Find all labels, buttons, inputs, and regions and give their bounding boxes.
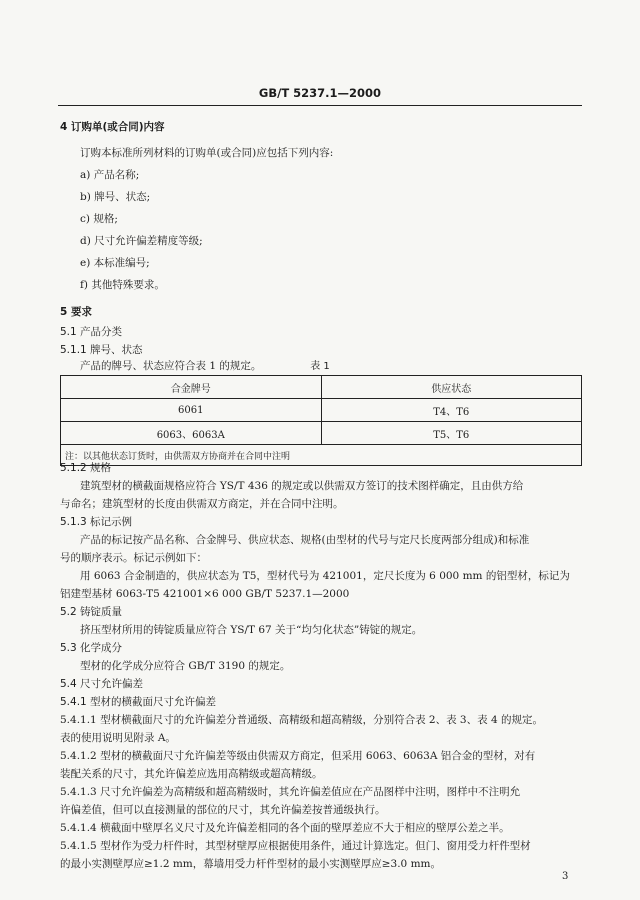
table-header-alloy: 合金牌号 <box>61 376 322 399</box>
section-5-1-3-line-2: 号的顺序表示。标记示例如下： <box>60 552 207 564</box>
clause-5-4-1-2-line-2: 装配关系的尺寸，其允许偏差应选用高精级或超高精级。 <box>60 768 323 780</box>
section-5-1-3-line-3: 用 6063 合金制造的，供应状态为 T5，型材代号为 421001，定尺长度为 6 000 mm 的铝型材，标记为 <box>80 570 570 582</box>
clause-5-4-1-3-line-1: 5.4.1.3 尺寸允许偏差为高精级和超高精级时，其允许偏差值应在产品图样中注明，图样中不注明允 <box>60 786 521 798</box>
table-header-row <box>61 376 582 399</box>
table-header-temper: 供应状态 <box>321 376 582 399</box>
header-rule <box>58 105 582 106</box>
section-5-1-2-line-2: 与命名；建筑型材的长度由供需双方商定，并在合同中注明。 <box>60 498 344 510</box>
section-5-4-1-heading: 5.4.1 型材的横截面尺寸允许偏差 <box>60 696 217 708</box>
section-5-1-3-heading: 5.1.3 标记示例 <box>60 516 133 528</box>
section-5-1-2-line-1: 建筑型材的横截面规格应符合 YS/T 436 的规定或以供需双方签订的技术图样确定，且由供方给 <box>80 480 524 492</box>
section-5-1-3-line-1: 产品的标记按产品名称、合金牌号、供应状态、规格(由型材的代号与定尺长度两部分组成)和标准 <box>80 534 530 546</box>
order-item-a: a) 产品名称; <box>80 169 140 181</box>
order-item-e: e) 本标准编号; <box>80 257 150 269</box>
clause-5-4-1-2-line-1: 5.4.1.2 型材的横截面尺寸允许偏差等级由供需双方商定，但采用 6063、6063A 铝合金的型材，对有 <box>60 750 536 762</box>
table-1-caption: 表 1 <box>310 361 330 372</box>
section-5-heading: 5 要求 <box>60 306 92 318</box>
section-5-1-2-heading: 5.1.2 规格 <box>60 462 112 474</box>
section-5-2-text: 挤压型材所用的铸锭质量应符合 YS/T 67 关于“均匀化状态”铸锭的规定。 <box>80 624 423 636</box>
clause-5-4-1-5-line-2: 的最小实测壁厚应≥1.2 mm，幕墙用受力杆件型材的最小实测壁厚应≥3.0 mm。 <box>60 858 441 870</box>
section-5-4-heading: 5.4 尺寸允许偏差 <box>60 678 144 690</box>
section-5-3-heading: 5.3 化学成分 <box>60 642 123 654</box>
table-note-row <box>61 445 582 466</box>
table-cell: T4、T6 <box>321 399 582 422</box>
table-row <box>61 399 582 422</box>
marking-example: 铝建型基材 6063-T5 421001×6 000 GB/T 5237.1—2000 <box>60 588 350 600</box>
table-note: 注：以其他状态订货时，由供需双方协商并在合同中注明 <box>61 445 582 466</box>
clause-5-4-1-3-line-2: 许偏差值，但可以直接测量的部位的尺寸，其允许偏差按普通级执行。 <box>60 804 386 816</box>
section-5-1-1-heading: 5.1.1 牌号、状态 <box>60 344 143 356</box>
table-row <box>61 422 582 445</box>
order-item-d: d) 尺寸允许偏差精度等级; <box>80 235 203 247</box>
table-1 <box>60 375 582 466</box>
section-5-2-heading: 5.2 铸锭质量 <box>60 606 123 618</box>
order-item-c: c) 规格; <box>80 213 118 225</box>
section-5-3-text: 型材的化学成分应符合 GB/T 3190 的规定。 <box>80 660 291 672</box>
table-cell: 6061 <box>61 399 322 422</box>
clause-5-4-1-1-line-1: 5.4.1.1 型材横截面尺寸的允许偏差分普通级、高精级和超高精级，分别符合表 2、表 3、表 4 的规定。 <box>60 714 543 726</box>
section-5-1-1-text: 产品的牌号、状态应符合表 1 的规定。 <box>80 360 262 372</box>
order-item-b: b) 牌号、状态; <box>80 191 151 203</box>
standard-number-header: GB/T 5237.1—2000 <box>258 86 382 100</box>
clause-5-4-1-1-line-2: 表的使用说明见附录 A。 <box>60 732 176 744</box>
order-item-f: f) 其他特殊要求。 <box>80 279 165 291</box>
page-number: 3 <box>562 871 569 882</box>
section-4-intro: 订购本标准所列材料的订购单(或合同)应包括下列内容: <box>80 147 334 159</box>
section-5-1-heading: 5.1 产品分类 <box>60 326 123 338</box>
clause-5-4-1-5-line-1: 5.4.1.5 型材作为受力杆件时，其型材壁厚应根据使用条件，通过计算选定。但门、窗用受力杆件型材 <box>60 840 531 852</box>
table-cell: T5、T6 <box>321 422 582 445</box>
table-cell: 6063、6063A <box>61 422 322 445</box>
section-4-heading: 4 订购单(或合同)内容 <box>60 121 165 133</box>
clause-5-4-1-4-line-1: 5.4.1.4 横截面中壁厚名义尺寸及允许偏差相同的各个面的壁厚差应不大于相应的壁厚公差之半。 <box>60 822 510 834</box>
